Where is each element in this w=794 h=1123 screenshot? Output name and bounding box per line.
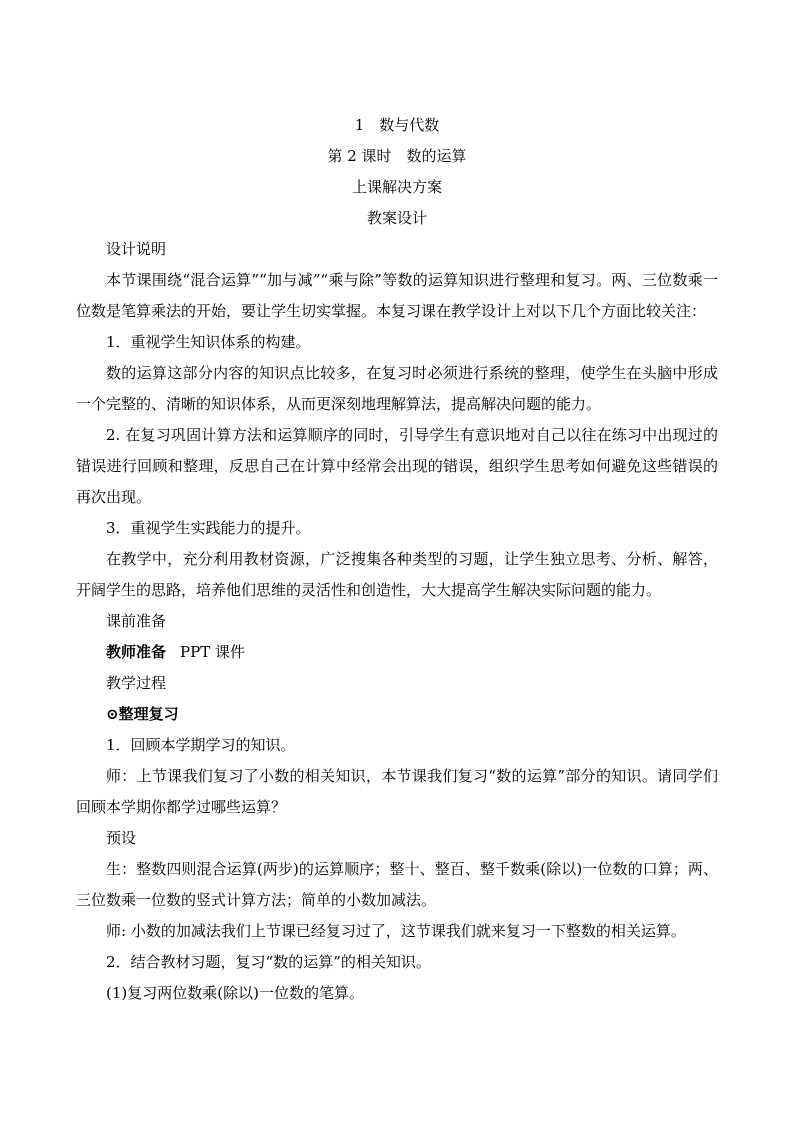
point-2-paragraph: 2. 在复习巩固计算方法和运算顺序的同时，引导学生有意识地对自己以往在练习中出现过的错误进行回顾和整理，反思自己在计算中经常会出现的错误，组织学生思考如何避免这些错误的再次出现。 [76, 426, 718, 506]
step-2: 2．结合教材习题，复习“数的运算”的相关知识。 [106, 953, 431, 971]
intro-paragraph: 本节课围绕“混合运算”“加与减”“乘与除”等数的运算知识进行整理和复习。两、三位数乘一位数是笔算乘法的开始，要让学生切实掌握。本复习课在教学设计上对以下几个方面比较关注： [76, 271, 718, 320]
teacher-remark-2: 师: 小数的加减法我们上节课已经复习过了，这节课我们就来复习一下整数的相关运算。 [106, 922, 686, 940]
lesson-title: 第 2 课时 数的运算 [327, 147, 467, 165]
teacher-remark-1: 师：上节课我们复习了小数的相关知识，本节课我们复习“数的运算”部分的知识。请同学们回顾本学期你都学过哪些运算？ [76, 767, 718, 816]
point-1-paragraph: 数的运算这部分内容的知识点比较多，在复习时必须进行系统的整理，使学生在头脑中形成一个完整的、清晰的知识体系，从而更深刻地理解算法，提高解决问题的能力。 [76, 364, 718, 413]
point-1-heading: 1．重视学生知识体系的构建。 [106, 333, 311, 351]
document-body [76, 110, 718, 1009]
plan-title: 上课解决方案 [351, 178, 442, 196]
student-answer-1: 生：整数四则混合运算(两步)的运算顺序；整十、整百、整千数乘(除以)一位数的口算；两、三位数乘一位数的竖式计算方法；简单的小数加减法。 [76, 860, 718, 909]
process-label: 教学过程 [106, 674, 167, 692]
teacher-prep-label: 教师准备 [106, 643, 167, 661]
point-3-paragraph: 在教学中，充分利用教材资源，广泛搜集各种类型的习题，让学生独立思考、分析、解答，开阔学生的思路，培养他们思维的灵活性和创造性，大大提高学生解决实际问题的能力。 [76, 550, 718, 599]
teacher-prep-value: PPT 课件 [180, 643, 245, 661]
design-title: 教案设计 [366, 209, 427, 227]
point-3-heading: 3．重视学生实践能力的提升。 [106, 519, 311, 537]
step-1: 1．回顾本学期学习的知识。 [106, 736, 296, 754]
preset-label: 预设 [106, 829, 137, 847]
step-2-1: (1)复习两位数乘(除以)一位数的笔算。 [106, 984, 364, 1002]
teacher-prep-line [76, 637, 718, 668]
unit-title: 1 数与代数 [354, 116, 440, 134]
review-heading: ⊙整理复习 [106, 705, 179, 723]
prep-label: 课前准备 [106, 612, 167, 630]
section-design-label: 设计说明 [106, 240, 167, 258]
